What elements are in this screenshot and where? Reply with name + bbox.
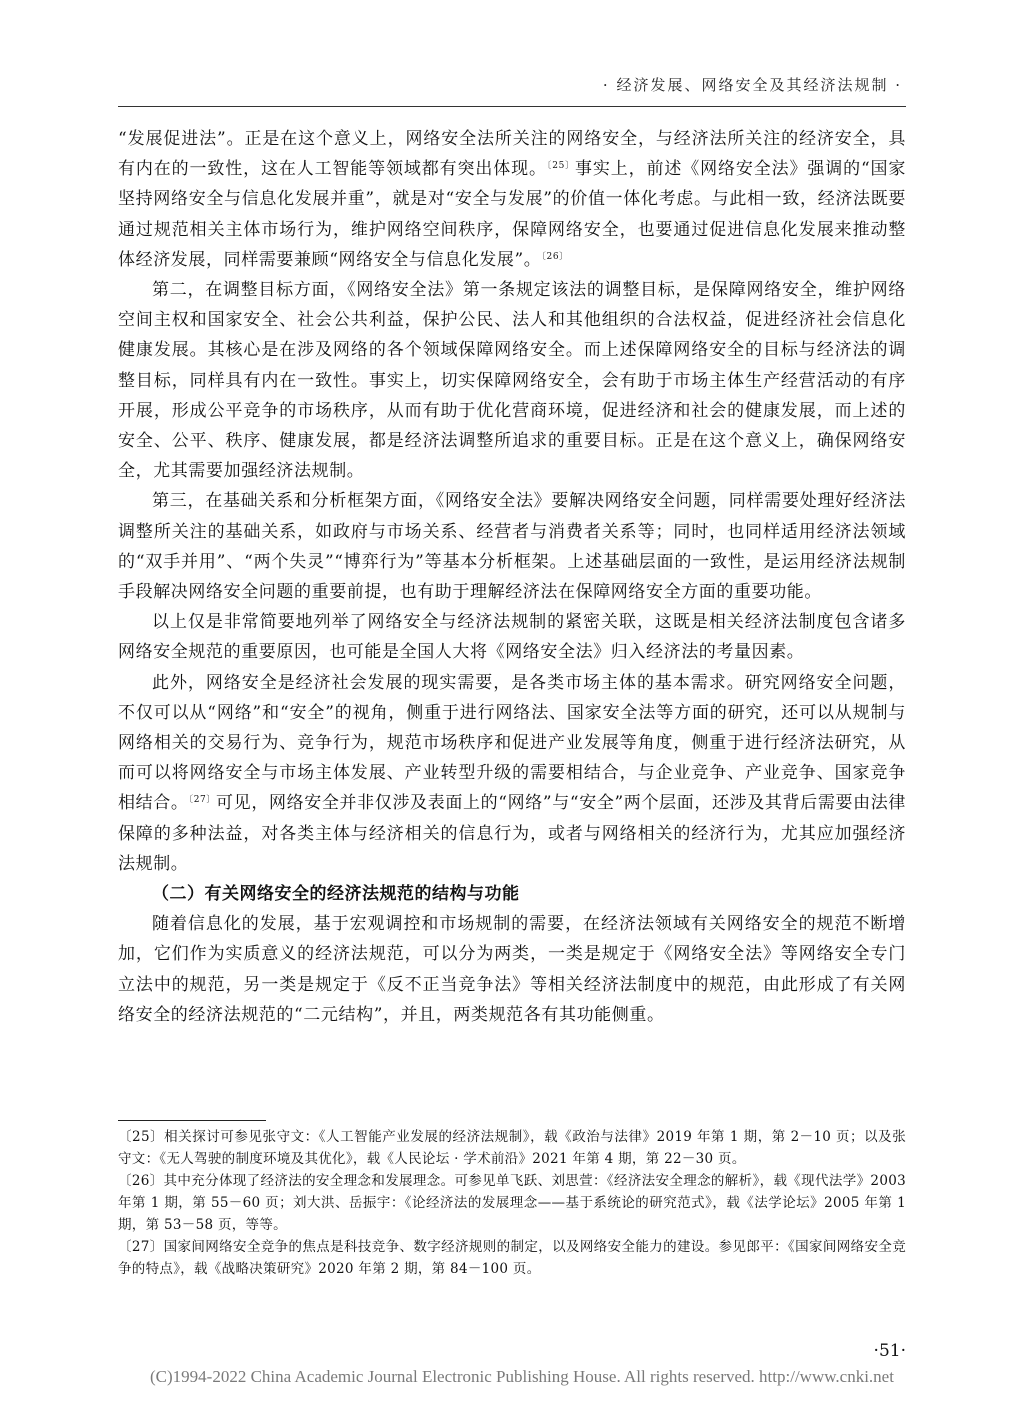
paragraph-text: 此外，网络安全是经济社会发展的现实需要，是各类市场主体的基本需求。研究网络安全问题，不仅可以从“网络”和“安全”的视角，侧重于进行网络法、国家安全法等方面的研究，还可以从规制与网络相关的交易行为、竞争行为，规范市场秩序和促进产业发展等角度，侧重于进行经济法研究，从而可以将网络安全与市场主体发展、产业转型升级的需要相结合，与企业竞争、产业竞争、国家竞争相结合。 [118, 672, 906, 814]
footnote-27: 〔27〕国家间网络安全竞争的焦点是科技竞争、数字经济规则的制定，以及网络安全能力的建设。参见郎平：《国家间网络安全竞争的特点》，载《战略决策研究》2020 年第 2 期，第 84－100 页。 [118, 1239, 906, 1277]
body-paragraph: 第三，在基础关系和分析框架方面，《网络安全法》要解决网络安全问题，同样需要处理好经济法调整所关注的基础关系，如政府与市场关系、经营者与消费者关系等；同时，也同样适用经济法领域的“双手并用”、“两个失灵”“博弈行为”等基本分析框架。上述基础层面的一致性，是运用经济法规制手段解决网络安全问题的重要前提，也有助于理解经济法在保障网络安全方面的重要功能。 [118, 491, 906, 603]
page-number: ·51· [873, 1341, 906, 1361]
body-paragraph: 随着信息化的发展，基于宏观调控和市场规制的需要，在经济法领域有关网络安全的规范不断增加，它们作为实质意义的经济法规范，可以分为两类，一类是规定于《网络安全法》等网络安全专门立法中的规范，另一类是规定于《反不正当竞争法》等相关经济法制度中的规范，由此形成了有关网络安全的经济法规范的“二元结构”，并且，两类规范各有其功能侧重。 [118, 914, 906, 1025]
footnote-ref[interactable]: 〔25〕 [546, 161, 576, 172]
paragraph-text: “发展促进法”。正是在这个意义上，网络安全法所关注的网络安全，与经济法所关注的经济安全，具有内在的一致性，这在人工智能等领域都有突出体现。 [118, 129, 906, 180]
copyright-line: (C)1994-2022 China Academic Journal Electronic Publishing House. All rights reserved. http://www.cnki.net [150, 1367, 894, 1386]
footnote-ref[interactable]: 〔26〕 [541, 251, 569, 262]
section-heading: （二）有关网络安全的经济法规范的结构与功能 [152, 884, 520, 905]
footnote-26: 〔26〕其中充分体现了经济法的安全理念和发展理念。可参见单飞跃、刘思萱：《经济法安全理念的解析》，载《现代法学》2003 年第 1 期，第 55－60 页；刘大洪、岳振宇：《论经济法的发展理念——基于系统论的研究范式》，载《法学论坛》2005 年第 1 期，第 53－58 页，等等。 [118, 1173, 906, 1233]
body-paragraph [118, 124, 906, 275]
footnote-25: 〔25〕相关探讨可参见张守文：《人工智能产业发展的经济法规制》，载《政治与法律》2019 年第 1 期，第 2－10 页；以及张守文：《无人驾驶的制度环境及其优化》，载《人民论坛 · 学术前沿》2021 年第 4 期，第 22－30 页。 [118, 1129, 906, 1167]
footnote-rule [118, 1120, 266, 1121]
footnotes [118, 1126, 906, 1280]
body-paragraph: 第二，在调整目标方面，《网络安全法》第一条规定该法的调整目标，是保障网络安全，维护网络空间主权和国家安全、社会公共利益，保护公民、法人和其他组织的合法权益，促进经济社会信息化健康发展。其核心是在涉及网络的各个领域保障网络安全。而上述保障网络安全的目标与经济法的调整目标，同样具有内在一致性。事实上，切实保障网络安全，会有助于市场主体生产经营活动的有序开展，形成公平竞争的市场秩序，从而有助于优化营商环境，促进经济和社会的健康发展，而上述的安全、公平、秩序、健康发展，都是经济法调整所追求的重要目标。正是在这个意义上，确保网络安全，尤其需要加强经济法规制。 [118, 280, 906, 482]
header-rule [118, 106, 906, 107]
footnote-ref[interactable]: 〔27〕 [188, 795, 217, 806]
paragraph-text: 事实上，前述《网络安全法》强调的“国家坚持网络安全与信息化发展并重”，就是对“安全与发展”的价值一体化考虑。与此相一致，经济法既要通过规范相关主体市场行为，维护网络空间秩序，保障网络安全，也要通过促进信息化发展来推动整体经济发展，同样需要兼顾“网络安全与信息化发展”。 [118, 159, 906, 270]
body-text [118, 124, 906, 1030]
body-paragraph [118, 668, 906, 879]
paragraph-text: 可见，网络安全并非仅涉及表面上的“网络”与“安全”两个层面，还涉及其背后需要由法律保障的多种法益，对各类主体与经济相关的信息行为，或者与网络相关的经济行为，尤其应加强经济法规制。 [118, 793, 906, 874]
body-paragraph: 以上仅是非常简要地列举了网络安全与经济法规制的紧密关联，这既是相关经济法制度包含诸多网络安全规范的重要原因，也可能是全国人大将《网络安全法》归入经济法的考量因素。 [118, 612, 906, 663]
running-head: · 经济发展、网络安全及其经济法规制 · [602, 76, 902, 94]
